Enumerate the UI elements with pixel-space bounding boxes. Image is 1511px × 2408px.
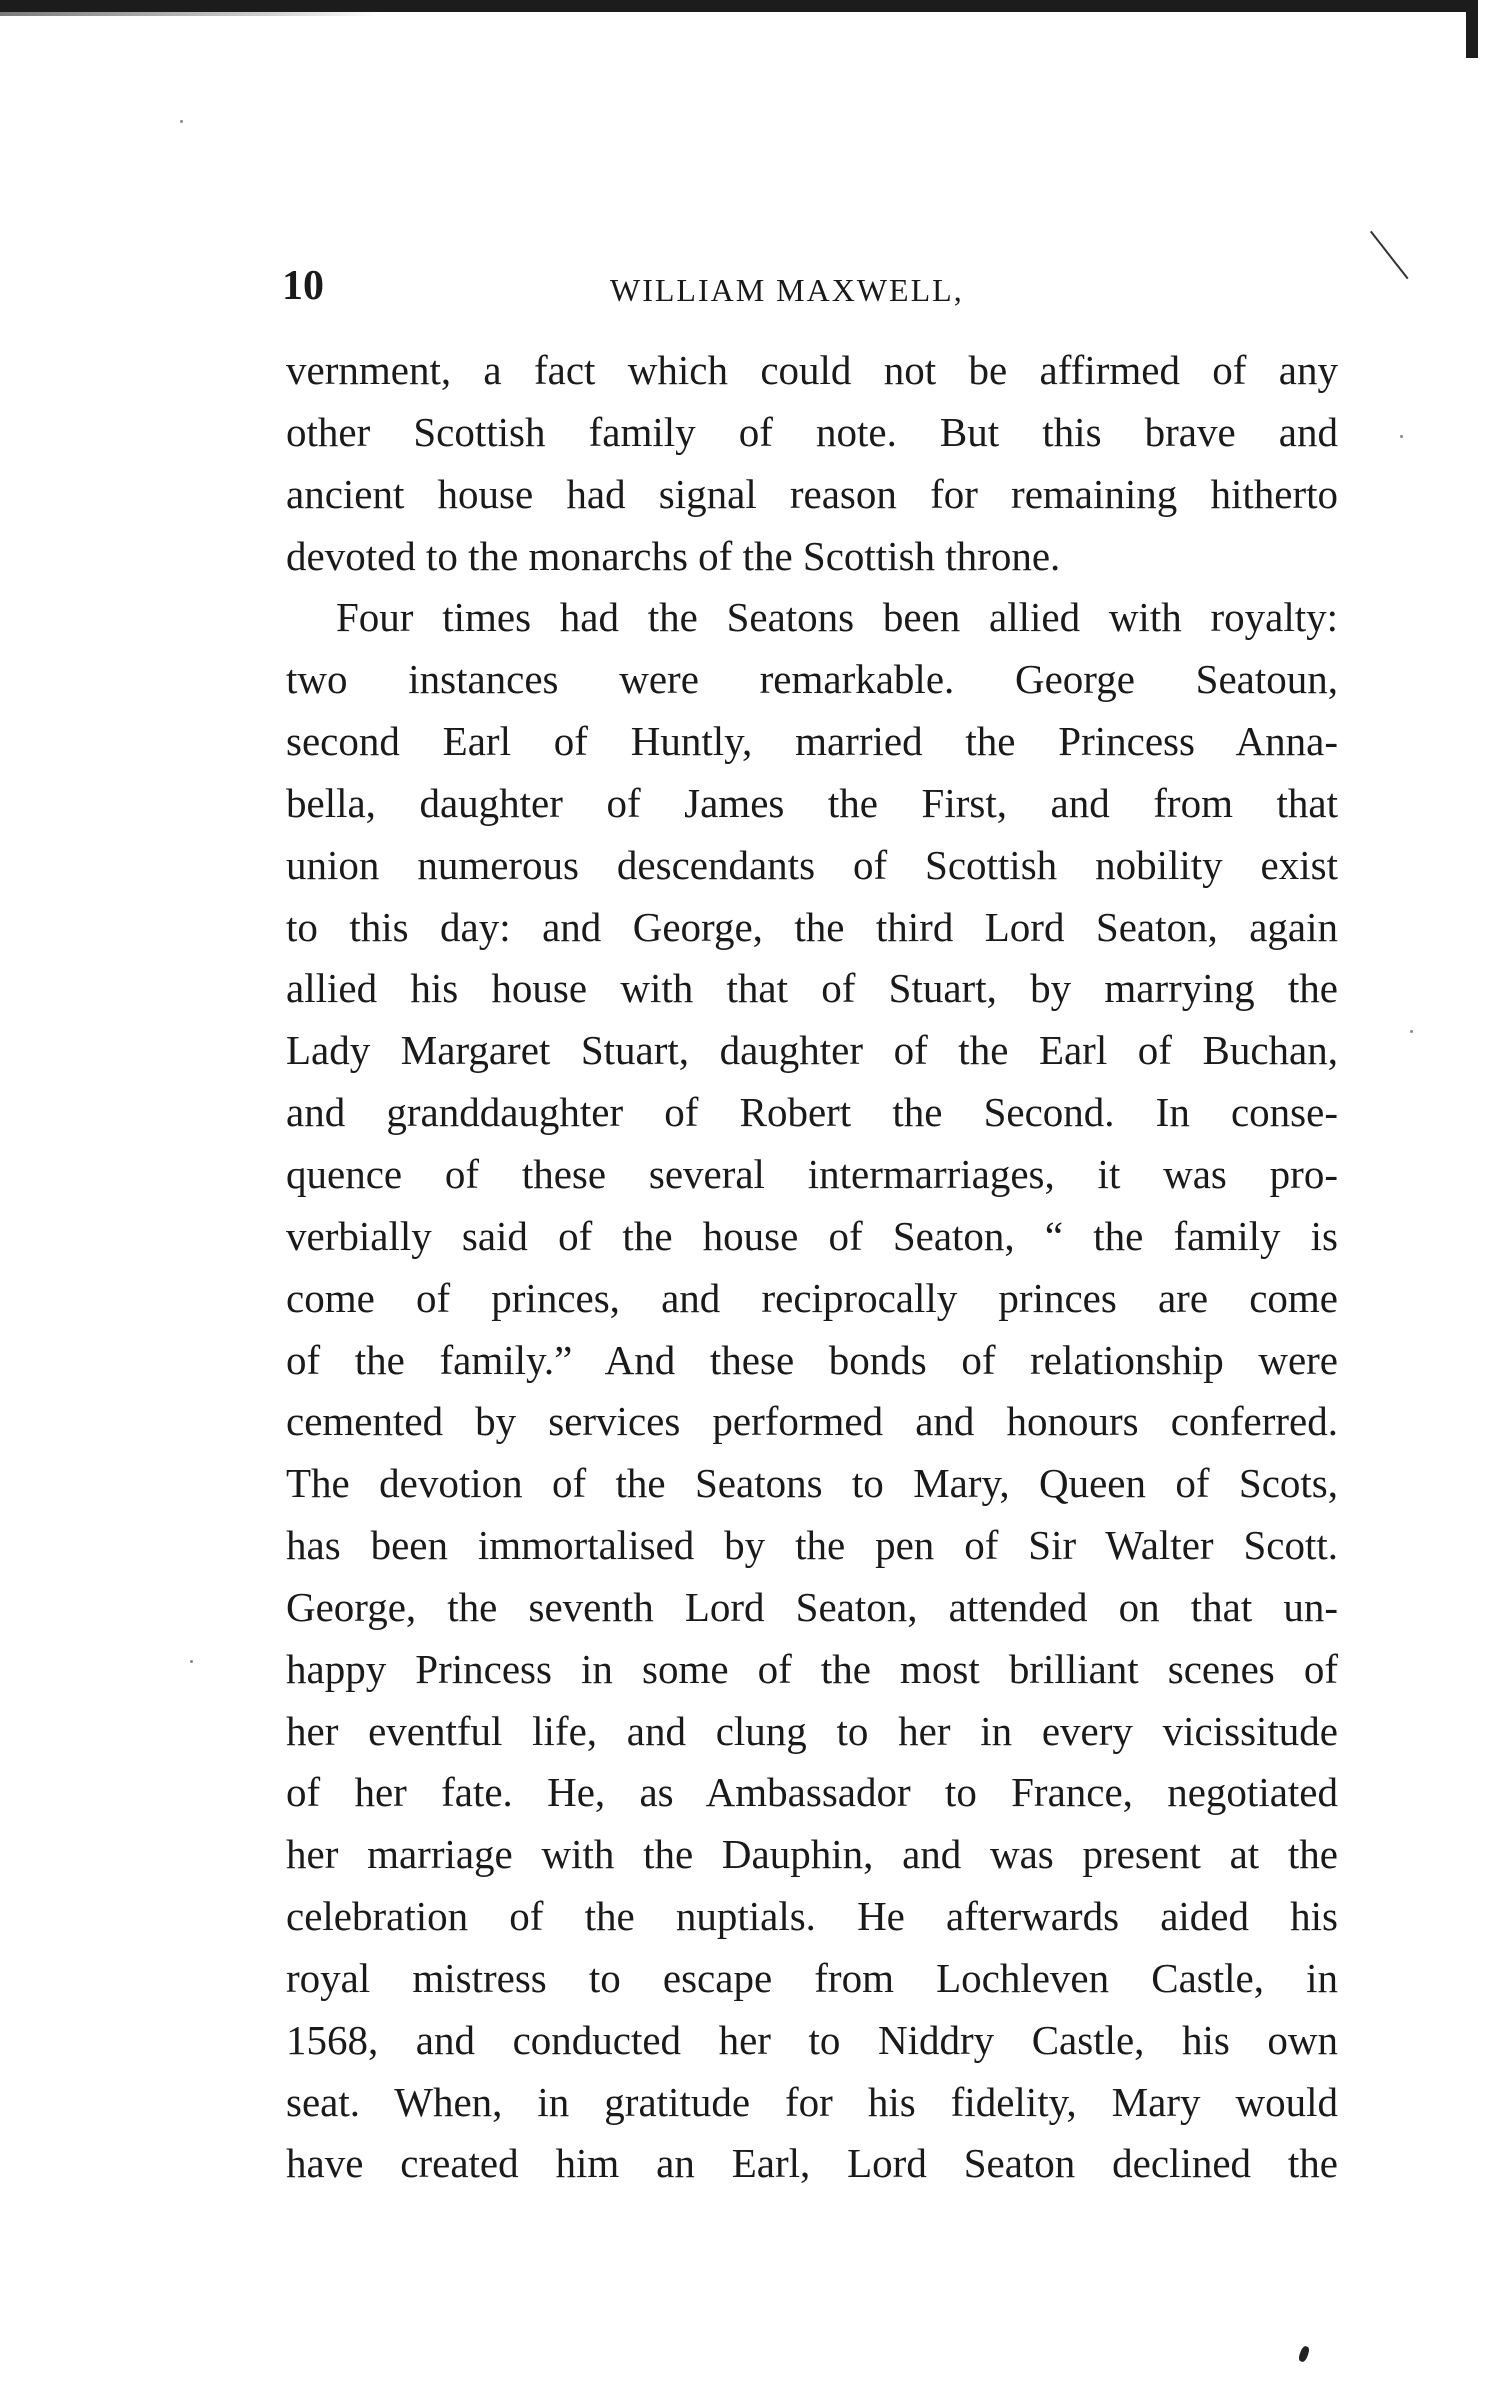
text-line: happy Princess in some of the most brilliant scenes of (286, 1645, 1338, 1692)
text-line: come of princes, and reciprocally princes are come (286, 1274, 1338, 1321)
text-line: 1568, and conducted her to Niddry Castle, his own (286, 2016, 1338, 2063)
text-line: celebration of the nuptials. He afterwards aided his (286, 1893, 1338, 1940)
text-line: quence of these several intermarriages, it was pro- (286, 1150, 1338, 1197)
text-line: have created him an Earl, Lord Seaton declined the (286, 2140, 1338, 2187)
paper-speck (180, 120, 183, 123)
stray-mark (1370, 231, 1409, 280)
text-line: vernment, a fact which could not be affirmed of any (286, 347, 1338, 393)
paper-speck (190, 1660, 193, 1663)
text-line: and granddaughter of Robert the Second. In conse- (286, 1089, 1338, 1136)
text-line: ancient house had signal reason for remaining hitherto (286, 470, 1338, 517)
text-line: of her fate. He, as Ambassador to France, negotiated (286, 1769, 1338, 1816)
corner-mark (1466, 0, 1478, 58)
text-line: allied his house with that of Stuart, by marrying the (286, 965, 1338, 1012)
text-line: second Earl of Huntly, married the Princess Anna- (286, 718, 1338, 765)
text-line: verbially said of the house of Seaton, “ the family is (286, 1212, 1338, 1259)
page-number: 10 (282, 263, 324, 309)
top-edge-rule (0, 0, 1468, 12)
text-line: royal mistress to escape from Lochleven Castle, in (286, 1954, 1338, 2001)
text-line: her eventful life, and clung to her in every vicissitude (286, 1707, 1338, 1754)
text-line: her marriage with the Dauphin, and was present at the (286, 1831, 1338, 1878)
text-line: Lady Margaret Stuart, daughter of the Earl of Buchan, (286, 1027, 1338, 1074)
text-line: union numerous descendants of Scottish nobility exist (286, 841, 1338, 888)
text-line: to this day: and George, the third Lord Seaton, again (286, 903, 1338, 950)
page-header (282, 262, 1332, 310)
text-line: The devotion of the Seatons to Mary, Queen of Scots, (286, 1460, 1338, 1507)
ink-mark (1298, 2345, 1311, 2363)
body-text (286, 340, 1338, 2195)
paper-speck (1410, 1030, 1413, 1033)
text-line: cemented by services performed and honours conferred. (286, 1398, 1338, 1445)
text-line: of the family.” And these bonds of relationship were (286, 1336, 1338, 1383)
top-edge-shadow (0, 12, 380, 16)
text-line: George, the seventh Lord Seaton, attended on that un- (286, 1583, 1338, 1630)
running-head: WILLIAM MAXWELL, (610, 272, 964, 308)
paper-speck (1400, 435, 1403, 438)
text-line: Four times had the Seatons been allied with royalty: (336, 594, 1338, 641)
text-line: devoted to the monarchs of the Scottish throne. (286, 532, 1061, 579)
text-line: other Scottish family of note. But this brave and (286, 408, 1338, 455)
text-line: has been immortalised by the pen of Sir Walter Scott. (286, 1522, 1338, 1569)
text-line: bella, daughter of James the First, and from that (286, 779, 1338, 826)
text-line: seat. When, in gratitude for his fidelity, Mary would (286, 2078, 1338, 2125)
text-line: two instances were remarkable. George Seatoun, (286, 656, 1338, 703)
